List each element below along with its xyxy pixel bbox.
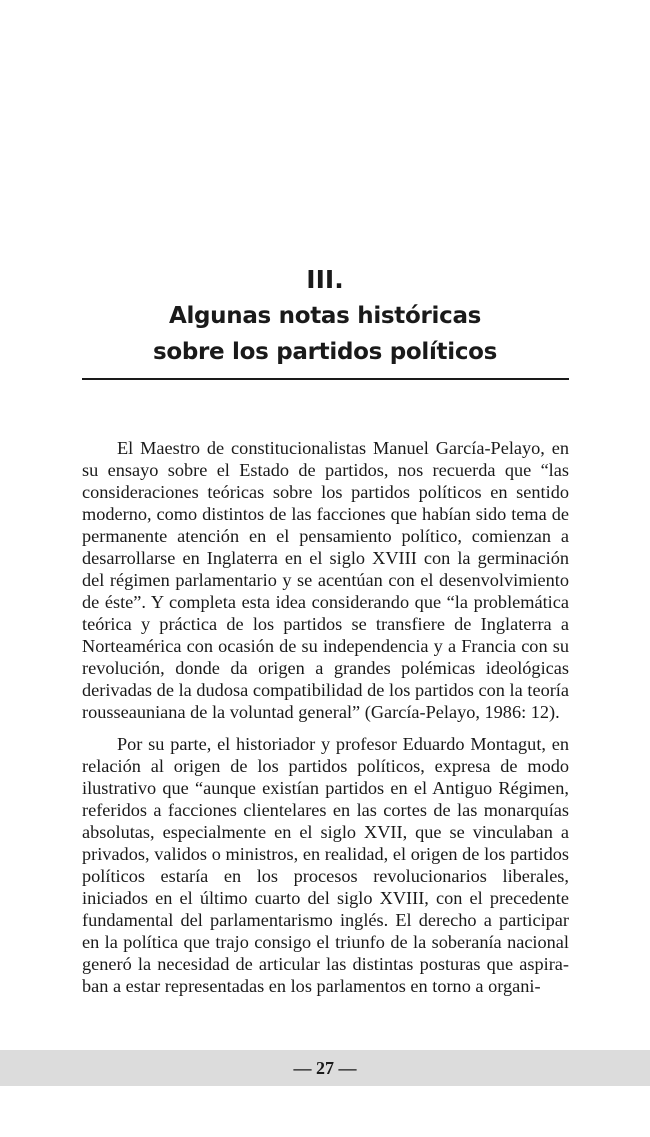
page-number: — 27 — [293, 1058, 357, 1078]
paragraph-1: El Maestro de constitucionalistas Manuel García-Pelayo, en su ensayo sobre el Estado de partidos, nos recuerda que “las consideraciones teóricas sobre los partidos políticos en sentido moderno, como distintos de las facciones que habían sido tema de permanente atención en el pensamiento político, comienzan a desarrollarse en Inglaterra en el siglo XVIII con la germinación del régimen parlamentario y se acentúan con el desenvolvimiento de éste”. Y completa esta idea considerando que “la problemática teórica y práctica de los partidos se transfiere de Inglaterra a Norteamérica con ocasión de su independencia y a Francia con su revolución, donde da origen a grandes polémicas ideológicas derivadas de la dudosa compatibilidad de los partidos con la teoría rousseauniana de la voluntad general” (García-Pelayo, 1986: 12). [82, 438, 569, 722]
chapter-title-line-2: sobre los partidos políticos [152, 339, 498, 365]
heading-divider [82, 378, 569, 380]
chapter-number: III. [306, 265, 344, 294]
chapter-title-line-1: Algunas notas históricas [168, 303, 482, 329]
chapter-heading [0, 262, 650, 370]
body-text [82, 437, 569, 1007]
paragraph-2: Por su parte, el historiador y profesor Eduardo Montagut, en relación al origen de los partidos políticos, expresa de modo ilustrativo que “aunque existían partidos en el Antiguo Régimen, referidos a facciones clientelares en las cortes de las monarquías absolutas, especialmente en el siglo XVII, que se vinculaban a privados, validos o ministros, en realidad, el origen de los partidos políticos estaría en los procesos revolucionarios liberales, iniciados en el último cuarto del siglo XVIII, con el precedente fundamental del parlamentarismo inglés. El derecho a participar en la política que trajo consigo el triunfo de la soberanía nacional generó la necesidad de articular las distintas posturas que aspiraban a estar representadas en los parlamentos en torno a organi- [82, 734, 569, 996]
